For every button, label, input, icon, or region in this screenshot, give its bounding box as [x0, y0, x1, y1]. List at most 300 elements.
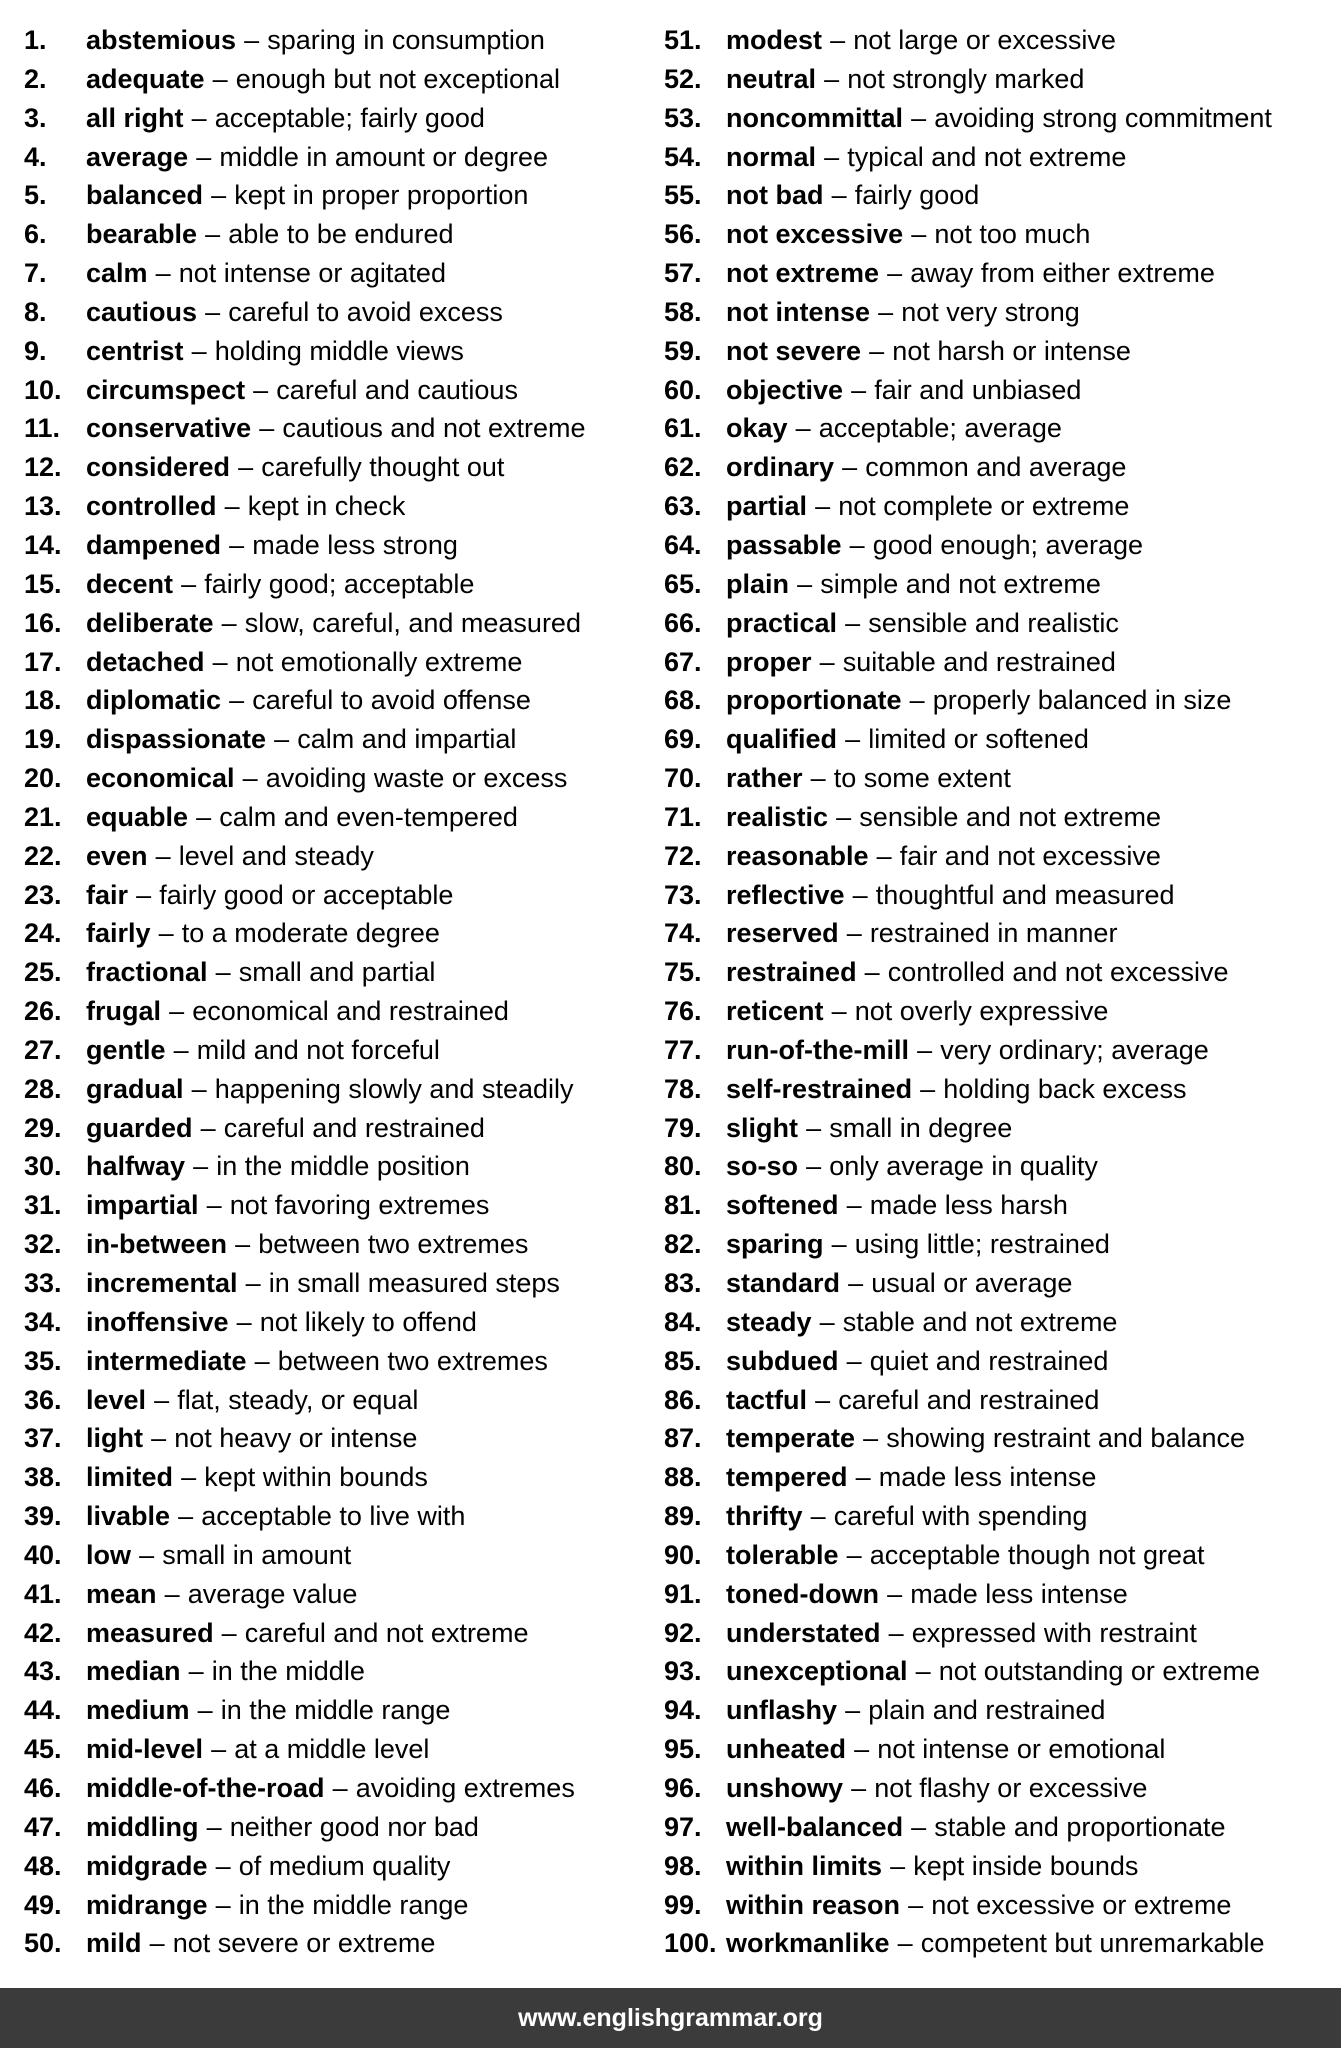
entry-separator: – — [852, 879, 868, 910]
entry-number: 63. — [664, 491, 702, 522]
entry-number: 10. — [24, 374, 62, 405]
list-item — [664, 1381, 1334, 1420]
entry-term: objective — [726, 374, 844, 405]
entry-definition: small in amount — [162, 1539, 352, 1570]
entry-term: all right — [86, 102, 184, 133]
entry-term: calm — [86, 258, 148, 289]
entry-term: dampened — [86, 529, 222, 560]
list-item — [664, 254, 1334, 293]
list-item — [24, 1147, 654, 1186]
entry-separator: – — [855, 1462, 871, 1493]
entry-separator: – — [224, 491, 240, 522]
entry-separator: – — [842, 452, 858, 483]
list-item — [664, 798, 1334, 837]
list-item — [24, 604, 654, 643]
entry-number: 23. — [24, 879, 62, 910]
list-item — [24, 1691, 654, 1730]
entry-definition: stable and not extreme — [842, 1306, 1118, 1337]
entry-term: partial — [726, 491, 808, 522]
list-item — [664, 1730, 1334, 1769]
entry-definition: neither good nor bad — [229, 1811, 479, 1842]
entry-separator: – — [915, 1656, 931, 1687]
list-item — [664, 992, 1334, 1031]
entry-term: rather — [726, 763, 803, 794]
entry-term: proper — [726, 646, 812, 677]
entry-term: not intense — [726, 296, 871, 327]
entry-separator: – — [197, 1695, 213, 1726]
entry-definition: to a moderate degree — [181, 918, 440, 949]
entry-definition: not flashy or excessive — [874, 1772, 1148, 1803]
entry-separator: – — [845, 724, 861, 755]
entry-definition: acceptable; average — [818, 413, 1062, 444]
entry-term: even — [86, 840, 148, 871]
entry-definition: made less harsh — [869, 1190, 1068, 1221]
list-item — [664, 604, 1334, 643]
entry-definition: not complete or extreme — [838, 491, 1130, 522]
entry-number: 17. — [24, 646, 62, 677]
list-item — [24, 1886, 654, 1925]
entry-definition: not too much — [934, 219, 1091, 250]
list-item — [24, 1419, 654, 1458]
entry-number: 80. — [664, 1151, 702, 1182]
entry-separator: – — [920, 1073, 936, 1104]
list-item — [664, 1225, 1334, 1264]
entry-definition: fairly good or acceptable — [159, 879, 454, 910]
entry-number: 6. — [24, 219, 47, 250]
entry-definition: suitable and restrained — [842, 646, 1116, 677]
entry-number: 78. — [664, 1073, 702, 1104]
entry-term: mean — [86, 1578, 157, 1609]
entry-number: 84. — [664, 1306, 702, 1337]
entry-definition: thoughtful and measured — [875, 879, 1175, 910]
entry-term: guarded — [86, 1112, 193, 1143]
list-item — [664, 1303, 1334, 1342]
entry-definition: careful and restrained — [838, 1384, 1100, 1415]
entry-number: 19. — [24, 724, 62, 755]
entry-number: 9. — [24, 335, 47, 366]
entry-definition: common and average — [865, 452, 1127, 483]
entry-term: standard — [726, 1268, 841, 1298]
entry-separator: – — [254, 1345, 270, 1376]
list-item — [664, 526, 1334, 565]
list-item — [664, 1186, 1334, 1225]
entry-definition: avoiding extremes — [355, 1772, 575, 1803]
entry-number: 3. — [24, 102, 47, 133]
entry-number: 55. — [664, 180, 702, 211]
entry-number: 35. — [24, 1345, 62, 1376]
entry-separator: – — [831, 996, 847, 1027]
list-item — [24, 1031, 654, 1070]
entry-definition: cautious and not extreme — [282, 413, 586, 444]
entry-definition: not heavy or intense — [174, 1423, 418, 1454]
list-item — [24, 1652, 654, 1691]
entry-number: 70. — [664, 763, 702, 794]
entry-term: light — [86, 1423, 143, 1454]
list-item — [664, 1924, 1334, 1963]
entry-term: centrist — [86, 335, 184, 366]
list-item — [664, 1342, 1334, 1381]
entry-term: detached — [86, 646, 205, 677]
entry-definition: sensible and not extreme — [859, 801, 1161, 832]
entry-separator: – — [848, 1268, 864, 1298]
entry-term: okay — [726, 413, 788, 444]
entry-definition: expressed with restraint — [911, 1617, 1197, 1648]
entry-number: 12. — [24, 452, 62, 483]
entry-number: 69. — [664, 724, 702, 755]
entry-term: fairly — [86, 918, 151, 949]
entry-term: normal — [726, 141, 817, 172]
entry-term: middle-of-the-road — [86, 1772, 325, 1803]
entry-term: not severe — [726, 335, 862, 366]
list-item — [664, 1614, 1334, 1653]
entry-definition: economical and restrained — [192, 996, 509, 1027]
entry-term: mild — [86, 1928, 142, 1959]
list-item — [664, 1109, 1334, 1148]
entry-term: impartial — [86, 1190, 199, 1221]
list-item — [664, 720, 1334, 759]
entry-number: 20. — [24, 763, 62, 794]
entry-term: unflashy — [726, 1695, 838, 1726]
entry-separator: – — [212, 646, 228, 677]
list-item — [24, 215, 654, 254]
entry-term: low — [86, 1539, 131, 1570]
list-item — [664, 1808, 1334, 1847]
entry-number: 54. — [664, 141, 702, 172]
list-item — [24, 1847, 654, 1886]
entry-number: 61. — [664, 413, 702, 444]
entry-term: fair — [86, 879, 129, 910]
entry-separator: – — [191, 335, 207, 366]
list-item — [24, 681, 654, 720]
entry-term: incremental — [86, 1268, 238, 1298]
entry-separator: – — [824, 141, 840, 172]
entry-separator: – — [178, 1501, 194, 1532]
entry-separator: – — [890, 1850, 906, 1881]
list-item — [664, 759, 1334, 798]
entry-number: 24. — [24, 918, 62, 949]
entry-number: 2. — [24, 63, 47, 94]
entry-definition: able to be endured — [228, 219, 454, 250]
entry-separator: – — [164, 1578, 180, 1609]
entry-number: 82. — [664, 1229, 702, 1260]
entry-term: reflective — [726, 879, 845, 910]
list-item — [24, 60, 654, 99]
entry-separator: – — [188, 1656, 204, 1687]
entry-definition: quiet and restrained — [869, 1345, 1109, 1376]
entry-definition: careful and not extreme — [244, 1617, 529, 1648]
entry-number: 34. — [24, 1306, 62, 1337]
entry-term: noncommittal — [726, 102, 904, 133]
entry-number: 85. — [664, 1345, 702, 1376]
entry-term: ordinary — [726, 452, 835, 483]
entry-term: halfway — [86, 1151, 186, 1182]
entry-term: bearable — [86, 219, 198, 250]
entry-number: 68. — [664, 685, 702, 716]
entry-definition: not very strong — [901, 296, 1080, 327]
entry-separator: – — [908, 1889, 924, 1920]
entry-separator: – — [815, 1384, 831, 1415]
entry-definition: avoiding waste or excess — [265, 763, 568, 794]
entry-term: not excessive — [726, 219, 904, 250]
entry-separator: – — [181, 568, 197, 599]
entry-number: 98. — [664, 1850, 702, 1881]
entry-number: 81. — [664, 1190, 702, 1221]
list-item — [24, 992, 654, 1031]
entry-term: decent — [86, 568, 174, 599]
entry-definition: good enough; average — [872, 529, 1144, 560]
entry-definition: careful to avoid offense — [252, 685, 531, 716]
entry-definition: mild and not forceful — [196, 1034, 440, 1065]
entry-separator: – — [846, 1345, 862, 1376]
list-item — [24, 1614, 654, 1653]
entry-definition: holding back excess — [943, 1073, 1187, 1104]
entry-definition: using little; restrained — [854, 1229, 1110, 1260]
list-item — [664, 1497, 1334, 1536]
entry-separator: – — [911, 102, 927, 133]
entry-separator: – — [815, 491, 831, 522]
entry-term: unshowy — [726, 1772, 844, 1803]
entry-definition: limited or softened — [868, 724, 1089, 755]
entry-separator: – — [849, 529, 865, 560]
list-item — [24, 914, 654, 953]
entry-definition: level and steady — [178, 840, 374, 871]
entry-number: 5. — [24, 180, 47, 211]
list-item — [664, 565, 1334, 604]
entry-definition: careful to avoid excess — [228, 296, 503, 327]
list-item — [24, 1536, 654, 1575]
entry-number: 91. — [664, 1578, 702, 1609]
entry-separator: – — [245, 1268, 261, 1298]
entry-term: adequate — [86, 63, 205, 94]
entry-number: 95. — [664, 1734, 702, 1765]
entry-term: abstemious — [86, 25, 237, 55]
entry-definition: competent but unremarkable — [920, 1928, 1265, 1959]
entry-term: unexceptional — [726, 1656, 908, 1687]
entry-term: slight — [726, 1112, 798, 1143]
list-item — [24, 876, 654, 915]
entry-number: 77. — [664, 1034, 702, 1065]
list-item — [24, 837, 654, 876]
entry-number: 27. — [24, 1034, 62, 1065]
entry-term: so-so — [726, 1151, 799, 1182]
entry-term: realistic — [726, 801, 829, 832]
list-item — [24, 21, 654, 60]
entry-definition: simple and not extreme — [820, 568, 1101, 599]
entry-term: gradual — [86, 1073, 184, 1104]
entry-definition: controlled and not excessive — [887, 957, 1229, 988]
entry-separator: – — [235, 1229, 251, 1260]
entry-separator: – — [242, 763, 258, 794]
entry-separator: – — [155, 258, 171, 289]
entry-term: dispassionate — [86, 724, 267, 755]
entry-definition: of medium quality — [238, 1850, 451, 1881]
entry-separator: – — [831, 1229, 847, 1260]
entry-separator: – — [909, 685, 925, 716]
list-item — [664, 60, 1334, 99]
entry-separator: – — [876, 840, 892, 871]
entry-number: 8. — [24, 296, 47, 327]
entry-term: fractional — [86, 957, 208, 988]
entry-term: equable — [86, 801, 189, 832]
entry-separator: – — [274, 724, 290, 755]
list-item — [24, 1730, 654, 1769]
footer-bar — [0, 1988, 1341, 2048]
entry-definition: calm and impartial — [297, 724, 517, 755]
entry-term: qualified — [726, 724, 838, 755]
entry-number: 37. — [24, 1423, 62, 1454]
list-item — [664, 215, 1334, 254]
entry-term: level — [86, 1384, 147, 1415]
entry-term: proportionate — [726, 685, 902, 716]
footer-url[interactable]: www.englishgrammar.org — [518, 2003, 823, 2032]
entry-term: understated — [726, 1617, 881, 1648]
entry-separator: – — [206, 1811, 222, 1842]
entry-definition: in the middle range — [238, 1889, 469, 1920]
entry-number: 13. — [24, 491, 62, 522]
word-list-column-left — [24, 21, 654, 1963]
list-item — [664, 876, 1334, 915]
entry-number: 1. — [24, 25, 47, 55]
entry-term: not extreme — [726, 258, 880, 289]
entry-separator: – — [236, 1306, 252, 1337]
entry-term: circumspect — [86, 374, 246, 405]
entry-definition: made less intense — [878, 1462, 1097, 1493]
list-item — [24, 487, 654, 526]
entry-definition: in the middle position — [216, 1151, 470, 1182]
entry-definition: made less strong — [252, 529, 458, 560]
list-item — [24, 720, 654, 759]
entry-definition: happening slowly and steadily — [214, 1073, 574, 1104]
list-item — [24, 448, 654, 487]
entry-definition: carefully thought out — [261, 452, 505, 483]
entry-term: practical — [726, 607, 838, 638]
entry-definition: fairly good; acceptable — [204, 568, 475, 599]
entry-number: 99. — [664, 1889, 702, 1920]
list-item — [24, 409, 654, 448]
entry-definition: acceptable; fairly good — [214, 102, 485, 133]
list-item — [664, 1031, 1334, 1070]
list-item — [664, 409, 1334, 448]
entry-term: average — [86, 141, 189, 172]
entry-number: 38. — [24, 1462, 62, 1493]
list-item — [664, 138, 1334, 177]
entry-term: self-restrained — [726, 1073, 913, 1104]
entry-separator: – — [158, 918, 174, 949]
entry-separator: – — [863, 1423, 879, 1454]
entry-term: deliberate — [86, 607, 214, 638]
entry-term: sparing — [726, 1229, 824, 1260]
entry-definition: not emotionally extreme — [235, 646, 523, 677]
list-item — [24, 798, 654, 837]
entry-number: 22. — [24, 840, 62, 871]
list-item — [24, 1186, 654, 1225]
entry-separator: – — [196, 801, 212, 832]
entry-number: 59. — [664, 335, 702, 366]
entry-number: 96. — [664, 1772, 702, 1803]
list-item — [664, 332, 1334, 371]
list-item — [24, 1808, 654, 1847]
entry-definition: enough but not exceptional — [235, 63, 561, 94]
entry-definition: in small measured steps — [268, 1268, 560, 1298]
entry-separator: – — [215, 1850, 231, 1881]
entry-separator: – — [211, 1734, 227, 1765]
list-item — [664, 953, 1334, 992]
entry-number: 75. — [664, 957, 702, 988]
entry-separator: – — [887, 258, 903, 289]
entry-separator: – — [139, 1539, 155, 1570]
entry-separator: – — [149, 1928, 165, 1959]
entry-term: plain — [726, 568, 790, 599]
list-item — [664, 1575, 1334, 1614]
list-item — [24, 1924, 654, 1963]
entry-definition: avoiding strong commitment — [934, 102, 1272, 133]
list-item — [24, 99, 654, 138]
list-item — [664, 1419, 1334, 1458]
entry-number: 97. — [664, 1811, 702, 1842]
entry-term: tolerable — [726, 1539, 839, 1570]
entry-definition: middle in amount or degree — [219, 141, 549, 172]
entry-number: 88. — [664, 1462, 702, 1493]
entry-term: not bad — [726, 180, 824, 211]
entry-number: 47. — [24, 1811, 62, 1842]
entry-definition: to some extent — [833, 763, 1011, 794]
entry-number: 86. — [664, 1384, 702, 1415]
entry-definition: fair and unbiased — [874, 374, 1082, 405]
entry-number: 89. — [664, 1501, 702, 1532]
list-item — [24, 1109, 654, 1148]
entry-separator: – — [810, 1501, 826, 1532]
entry-term: considered — [86, 452, 231, 483]
entry-term: livable — [86, 1501, 171, 1532]
entry-definition: in the middle — [211, 1656, 365, 1687]
entry-definition: between two extremes — [258, 1229, 529, 1260]
entry-number: 26. — [24, 996, 62, 1027]
entry-number: 40. — [24, 1539, 62, 1570]
entry-number: 73. — [664, 879, 702, 910]
list-item — [24, 332, 654, 371]
list-item — [24, 371, 654, 410]
entry-definition: slow, careful, and measured — [244, 607, 581, 638]
entry-number: 94. — [664, 1695, 702, 1726]
entry-number: 60. — [664, 374, 702, 405]
word-list-column-right — [664, 21, 1334, 1963]
entry-number: 64. — [664, 529, 702, 560]
entry-term: median — [86, 1656, 181, 1687]
entry-number: 7. — [24, 258, 47, 289]
entry-definition: very ordinary; average — [940, 1034, 1209, 1065]
entry-number: 44. — [24, 1695, 62, 1726]
entry-term: medium — [86, 1695, 190, 1726]
entry-term: diplomatic — [86, 685, 222, 716]
entry-number: 36. — [24, 1384, 62, 1415]
entry-separator: – — [229, 529, 245, 560]
entry-number: 62. — [664, 452, 702, 483]
entry-separator: – — [191, 1073, 207, 1104]
entry-number: 48. — [24, 1850, 62, 1881]
list-item — [24, 254, 654, 293]
entry-separator: – — [206, 1190, 222, 1221]
entry-term: within reason — [726, 1889, 901, 1920]
list-item — [24, 759, 654, 798]
entry-term: balanced — [86, 180, 204, 211]
entry-definition: not strongly marked — [847, 63, 1085, 94]
entry-separator: – — [846, 1539, 862, 1570]
entry-definition: calm and even-tempered — [219, 801, 518, 832]
entry-definition: kept within bounds — [204, 1462, 428, 1493]
list-item — [24, 1381, 654, 1420]
entry-term: gentle — [86, 1034, 166, 1065]
entry-term: restrained — [726, 957, 857, 988]
